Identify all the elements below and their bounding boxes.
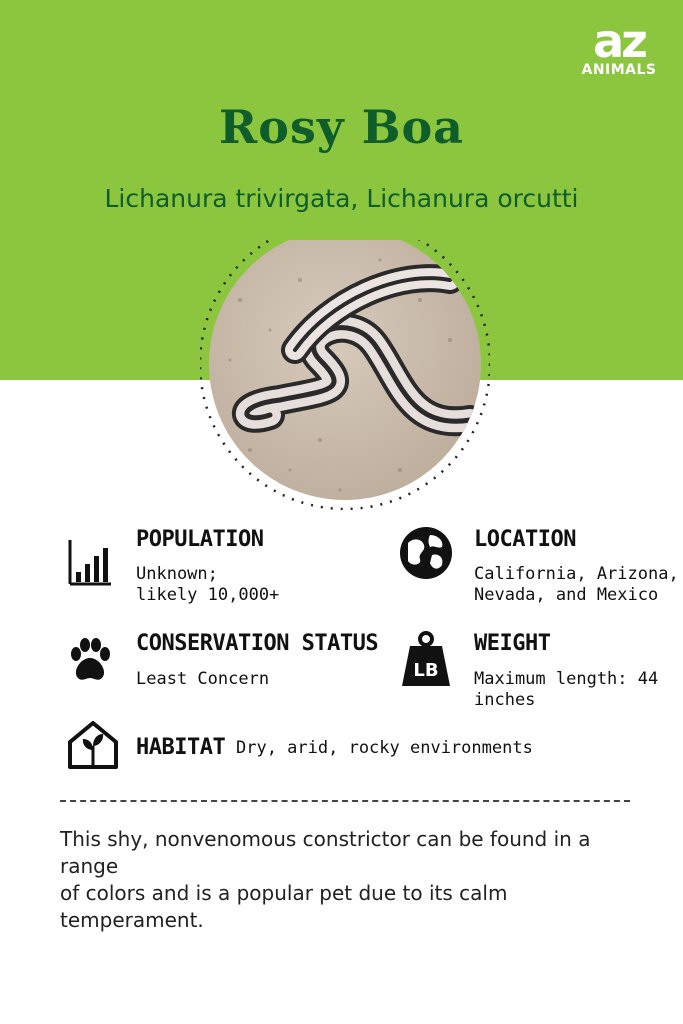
habitat-label: HABITAT xyxy=(136,735,226,760)
conservation-value: Least Concern xyxy=(136,669,270,689)
weight-value-line: Maximum length: 44 xyxy=(474,669,659,689)
location-value xyxy=(474,564,679,606)
population-value-line: likely 10,000+ xyxy=(136,585,280,605)
population-value-line: Unknown; xyxy=(136,564,218,584)
dashed-divider xyxy=(60,800,630,802)
location-value-line: California, Arizona, xyxy=(474,564,679,584)
snake-photo xyxy=(200,240,490,510)
az-animals-logo[interactable] xyxy=(577,14,661,78)
description-line: of colors and is a popular pet due to its calm temperament. xyxy=(60,881,508,932)
description xyxy=(60,826,640,934)
location-label: LOCATION xyxy=(474,527,576,552)
weight-value-line: inches xyxy=(474,690,536,710)
habitat-value: Dry, arid, rocky environments xyxy=(236,738,533,758)
weight-icon xyxy=(400,630,452,688)
paw-icon xyxy=(66,638,114,684)
description-line: This shy, nonvenomous constrictor can be found in a range xyxy=(60,827,591,878)
house-plant-icon xyxy=(66,720,120,770)
bar-chart-icon xyxy=(68,538,112,588)
weight-value xyxy=(474,669,658,711)
logo-wordmark: ANIMALS xyxy=(581,62,657,78)
logo-mark: az xyxy=(593,14,645,68)
weight-icon-text: LB xyxy=(413,660,439,681)
page-title: Rosy Boa xyxy=(219,100,464,154)
location-value-line: Nevada, and Mexico xyxy=(474,585,659,605)
population-value xyxy=(136,564,279,606)
weight-label: WEIGHT xyxy=(474,631,551,656)
conservation-label: CONSERVATION STATUS xyxy=(136,631,379,656)
population-label: POPULATION xyxy=(136,527,264,552)
globe-icon xyxy=(398,525,454,581)
scientific-name: Lichanura trivirgata, Lichanura orcutti xyxy=(104,184,579,213)
